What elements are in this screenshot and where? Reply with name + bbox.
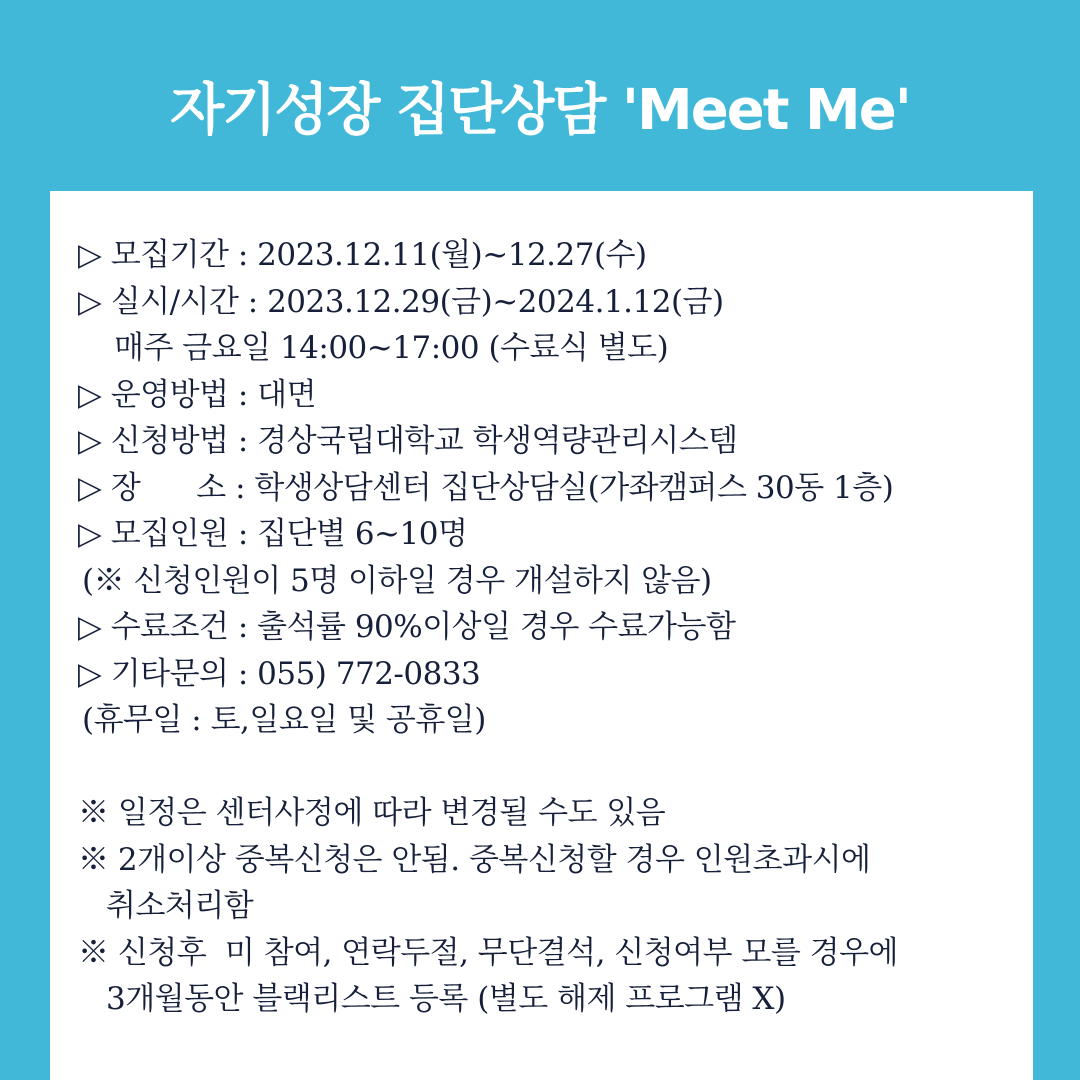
location: ▷ 장 소 : 학생상담센터 집단상담실(가좌캠퍼스 30동 1층)	[78, 469, 894, 506]
recruit-size-note: (※ 신청인원이 5명 이하일 경우 개설하지 않음)	[82, 562, 712, 599]
application-method: ▷ 신청방법 : 경상국립대학교 학생역량관리시스템	[78, 423, 738, 459]
note-no-show-cont: 3개월동안 블랙리스트 등록 (별도 해제 프로그램 X)	[106, 981, 786, 1017]
contact-info: ▷ 기타문의 : 055) 772-0833	[78, 655, 481, 692]
page-title: 자기성장 집단상담 'Meet Me'	[170, 78, 910, 143]
spacer	[78, 744, 1058, 791]
completion-condition: ▷ 수료조건 : 출석률 90%이상일 경우 수료가능함	[78, 609, 736, 645]
recruit-size: ▷ 모집인원 : 집단별 6~10명	[78, 516, 468, 552]
session-dates: ▷ 실시/시간 : 2023.12.29(금)~2024.1.12(금)	[78, 283, 724, 320]
session-time: 매주 금요일 14:00~17:00 (수료식 별도)	[114, 330, 669, 366]
operation-method: ▷ 운영방법 : 대면	[78, 376, 317, 413]
note-schedule-change: ※ 일정은 센터사정에 따라 변경될 수도 있음	[78, 795, 666, 831]
note-no-show: ※ 신청후 미 참여, 연락두절, 무단결석, 신청여부 모를 경우에	[78, 934, 899, 971]
recruit-period: ▷ 모집기간 : 2023.12.11(월)~12.27(수)	[78, 237, 647, 273]
details-list	[78, 232, 1058, 1023]
note-duplicate-application: ※ 2개이상 중복신청은 안됨. 중복신청할 경우 인원초과시에	[78, 841, 871, 878]
note-duplicate-application-cont: 취소처리함	[106, 888, 254, 924]
holiday-note: (휴무일 : 토,일요일 및 공휴일)	[82, 702, 486, 738]
